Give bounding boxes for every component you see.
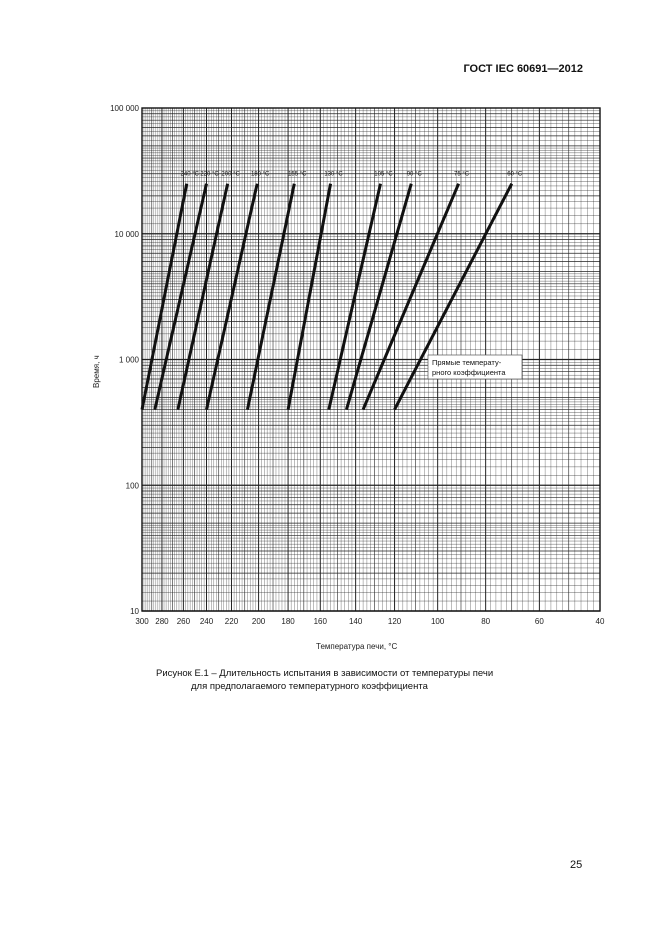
- series-label: 60 °C: [507, 171, 523, 178]
- x-tick-label: 180: [281, 617, 295, 626]
- y-tick-label: 10 000: [114, 229, 139, 239]
- series-label: 130 °C: [324, 171, 343, 178]
- x-tick-label: 120: [387, 617, 402, 626]
- standard-header: ГОСТ IEC 60691—2012: [463, 63, 583, 75]
- annotation-box: [428, 355, 522, 379]
- x-tick-label: 60: [534, 617, 544, 626]
- x-axis-label: Температура печи, °C: [316, 642, 398, 651]
- y-tick-label: 10: [130, 607, 139, 616]
- caption-line-2: для предполагаемого температурного коэффициента: [191, 681, 428, 692]
- page-number: 25: [570, 859, 583, 871]
- y-tick-label: 100: [125, 481, 139, 491]
- series-label: 155 °C: [288, 171, 307, 178]
- series-label: 180 °C: [250, 171, 270, 178]
- x-tick-label: 140: [348, 617, 363, 626]
- y-tick-label: 100 000: [110, 104, 139, 113]
- annotation-line-2: рного коэффициента: [432, 368, 506, 377]
- y-axis-label: Время, ч: [92, 355, 101, 388]
- series-line: [178, 184, 228, 410]
- series-label: 220 °C: [200, 171, 219, 178]
- x-tick-label: 80: [481, 617, 491, 626]
- y-tick-label: 1 000: [118, 355, 139, 365]
- series-label: 240 °C: [180, 171, 199, 178]
- x-tick-label: 300: [135, 617, 149, 626]
- series-label: 90 °C: [406, 171, 422, 178]
- chart-grid: [142, 108, 600, 611]
- x-axis-ticks: [135, 617, 605, 626]
- x-tick-label: 280: [155, 617, 169, 626]
- series-line: [288, 184, 330, 410]
- x-tick-label: 220: [224, 617, 239, 626]
- caption-line-1: Рисунок Е.1 – Длительность испытания в зависимости от температуры печи: [156, 668, 494, 679]
- series-label: 105 °C: [374, 171, 393, 178]
- x-tick-label: 240: [199, 617, 214, 626]
- series-label: 200 °C: [221, 171, 240, 178]
- x-tick-label: 200: [251, 617, 266, 626]
- x-tick-label: 260: [176, 617, 191, 626]
- y-axis-ticks: [110, 104, 139, 616]
- x-tick-label: 160: [313, 617, 327, 626]
- series-line: [247, 184, 294, 410]
- x-tick-label: 40: [595, 617, 605, 626]
- annotation-line-1: Прямые температу-: [432, 358, 502, 367]
- series-label: 75 °C: [454, 171, 470, 178]
- x-tick-label: 100: [430, 617, 445, 626]
